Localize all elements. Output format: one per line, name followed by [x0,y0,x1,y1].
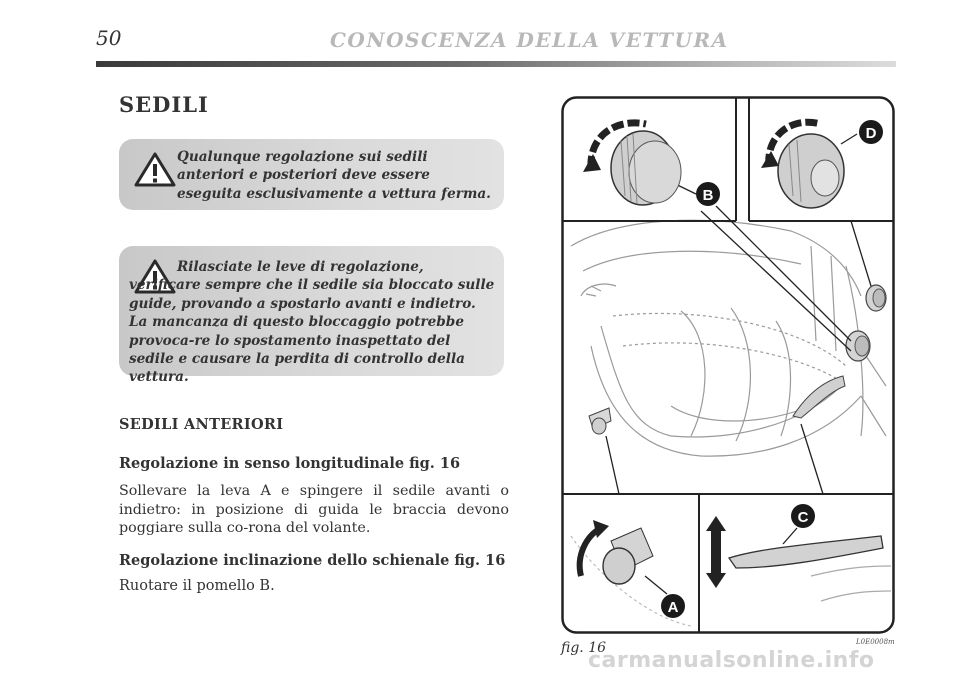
header-rule [96,61,896,67]
seat-adjustment-figure [561,96,895,634]
page-number: 50 [96,26,122,50]
warning-text-2: Rilasciate le leve di regolazione, verificare sempre che il sedile sia bloccato sulle guide, provando a spostarlo avanti e indietro. La mancanza di questo bloccaggio potrebbe provoca-re lo spostamento inaspettato del sedile e causare la perdita di controllo della vettura. [129,259,495,386]
warning-box-1 [119,139,504,210]
figure-code: L0E0008m [856,638,895,646]
warning-text-1: Qualunque regolazione sui sedili anteriori e posteriori deve essere eseguita esclusivamente a vettura ferma. [177,149,491,202]
warning-triangle-icon [133,151,177,189]
figure-label-c: C [797,509,809,526]
front-seats-title: SEDILI ANTERIORI [119,416,284,433]
backrest-text: Ruotare il pomello B. [119,578,275,594]
longitudinal-text: Sollevare la leva A e spingere il sedile avanti o indietro: in posizione di guida le braccia devono poggiare sulla co-rona del volante. [119,483,509,536]
running-title: CONOSCENZA DELLA VETTURA [330,28,729,52]
figure-caption: fig. 16 [561,640,607,656]
figure-label-d: D [865,125,877,142]
figure-label-a: A [667,599,679,616]
longitudinal-heading: Regolazione in senso longitudinale fig. 16 [119,455,461,472]
figure-label-b: B [702,187,714,204]
watermark: carmanualsonline.info [588,648,875,673]
section-title: SEDILI [119,92,209,117]
backrest-heading: Regolazione inclinazione dello schienale fig. 16 [119,552,506,569]
warning-box-2 [119,246,504,386]
